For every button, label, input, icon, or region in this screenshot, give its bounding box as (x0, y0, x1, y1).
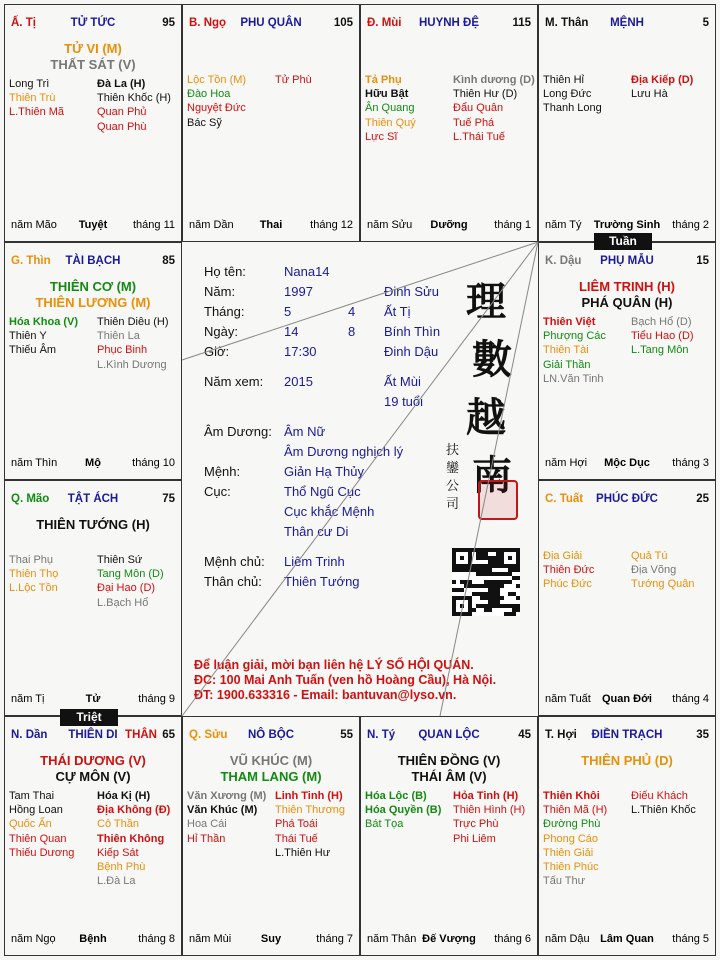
year-label: năm Dậu (545, 933, 590, 945)
palace-name: PHỤ MẪU (600, 255, 654, 267)
minor-star: Bát Tọa (365, 818, 404, 831)
minor-star: L.Bạch Hổ (97, 596, 149, 609)
minor-star: Phượng Các (543, 330, 606, 343)
main-star: TỬ VI (M) (64, 41, 122, 56)
minor-star: Bệnh Phù (97, 861, 146, 874)
life-stage: Dưỡng (430, 219, 468, 231)
info-label: Thân chủ: (204, 574, 262, 589)
minor-star: Tả Phụ (365, 74, 402, 86)
minor-star: Thiên Sứ (97, 554, 143, 566)
minor-star: Bạch Hổ (D) (631, 316, 692, 328)
minor-star: Thai Phụ (9, 554, 54, 566)
info-canchi: Bính Thìn (384, 324, 441, 339)
minor-star: Long Trì (9, 78, 50, 90)
main-star: THIÊN PHỦ (D) (581, 753, 673, 768)
palace-can-chi: N. Dần (11, 729, 48, 741)
month-label: tháng 7 (316, 933, 353, 945)
minor-star: Thiên Tài (543, 344, 589, 357)
minor-star: Thiên Hư (D) (453, 88, 518, 101)
than-marker: THÂN (125, 729, 157, 741)
info-canchi: Đinh Sửu (384, 284, 439, 299)
minor-star: Thiên Giải (543, 846, 594, 859)
life-stage: Thai (259, 219, 283, 231)
minor-star: Trực Phù (453, 818, 499, 831)
info-canchi: Ất Tị (384, 304, 411, 319)
contact-line: ĐT: 1900.633316 - Email: bantuvan@lyso.vn. (194, 688, 457, 702)
main-star: THIÊN ĐỒNG (V) (397, 753, 501, 768)
palace-can-chi: C. Tuất (545, 493, 584, 505)
palace-name: NÔ BỘC (248, 729, 294, 741)
info-lunar: 8 (348, 324, 356, 339)
life-stage: Lâm Quan (600, 933, 654, 945)
minor-star: Lực Sĩ (365, 130, 398, 143)
minor-star: Thiên Trù (9, 92, 56, 105)
info-label: Cục: (204, 484, 231, 499)
minor-star: Thiên Khốc (H) (97, 92, 171, 105)
info-value: Thổ Ngũ Cục (284, 484, 361, 499)
minor-star: Phi Liêm (453, 832, 496, 845)
palace-name: TÀI BẠCH (65, 255, 121, 267)
minor-star: L.Lộc Tồn (9, 582, 58, 595)
minor-star: Thiên Phúc (543, 861, 599, 874)
minor-star: Đà La (H) (97, 78, 146, 90)
minor-star: Hóa Quyền (B) (365, 804, 442, 817)
life-stage: Mộ (85, 457, 101, 469)
minor-star: Tam Thai (9, 790, 55, 802)
main-star: CỰ MÔN (V) (55, 769, 131, 784)
main-star: THIÊN CƠ (M) (49, 279, 137, 294)
info-value: Giản Hạ Thủy (284, 464, 364, 479)
info-value: Cục khắc Mệnh (284, 504, 375, 519)
calligraphy-char: 數 (472, 336, 512, 383)
minor-star: Thiên Hỉ (543, 74, 584, 86)
palace-number: 35 (696, 729, 709, 741)
month-label: tháng 1 (494, 219, 531, 231)
minor-star: Hoa Cái (187, 818, 227, 831)
info-label: Giờ: (204, 344, 230, 359)
palace-number: 85 (162, 255, 175, 267)
palace-name: TẬT ÁCH (67, 493, 119, 505)
minor-star: Thái Tuế (275, 832, 318, 845)
info-label: Họ tên: (204, 264, 246, 279)
palace-can-chi: G. Thìn (11, 255, 51, 267)
info-value: 2015 (284, 374, 313, 389)
year-label: năm Hợi (545, 457, 588, 469)
main-star: THIÊN TƯỚNG (H) (36, 517, 150, 532)
palace-number: 95 (162, 17, 175, 29)
minor-star: Thiên Y (9, 330, 47, 343)
minor-star: Địa Võng (631, 564, 677, 577)
palace-name: PHÚC ĐỨC (596, 493, 658, 505)
minor-star: L.Tang Môn (631, 344, 689, 357)
minor-star: Long Đức (543, 88, 592, 101)
info-canchi: Đinh Dậu (384, 344, 439, 359)
info-value: Nana14 (284, 264, 330, 279)
palace-name: ĐIỀN TRẠCH (591, 729, 663, 741)
palace-number: 45 (518, 729, 531, 741)
palace-can-chi: T. Hợi (545, 729, 577, 741)
minor-star: Tấu Thư (543, 875, 586, 888)
minor-star: Tuế Phá (453, 116, 495, 129)
calligraphy-char: 南 (472, 452, 512, 499)
minor-star: Đại Hao (D) (97, 582, 156, 595)
minor-star: Hóa Khoa (V) (9, 316, 79, 328)
main-star: THÁI DƯƠNG (V) (40, 753, 146, 768)
minor-star: Hỏa Tinh (H) (453, 790, 519, 802)
year-label: năm Thân (367, 933, 417, 945)
life-stage: Trường Sinh (593, 219, 661, 231)
calligraphy-char: 理 (466, 278, 506, 325)
palace-number: 105 (333, 17, 353, 29)
main-star: PHÁ QUÂN (H) (581, 295, 673, 310)
life-stage: Quan Đới (602, 693, 652, 705)
minor-star: Hóa Lộc (B) (365, 790, 427, 802)
minor-star: Hữu Bật (365, 88, 409, 101)
minor-star: Hóa Kị (H) (97, 790, 151, 802)
minor-star: L.Thiên Khốc (631, 804, 696, 817)
info-value: Âm Nữ (284, 424, 326, 439)
palace-can-chi: Ấ. Tị (11, 17, 36, 29)
palace-number: 15 (696, 255, 709, 267)
minor-star: L.Thái Tuế (453, 130, 505, 143)
minor-star: Thiên Hình (H) (453, 804, 526, 817)
month-label: tháng 11 (132, 219, 175, 231)
info-value: 1997 (284, 284, 313, 299)
minor-star: Thiên Thọ (9, 568, 59, 581)
life-stage: Đế Vượng (422, 933, 476, 945)
info-value: 5 (284, 304, 292, 319)
month-label: tháng 12 (310, 219, 353, 231)
minor-star: Phục Binh (97, 344, 148, 357)
minor-star: Thiên Đức (543, 564, 595, 577)
minor-star: Giải Thần (543, 358, 591, 371)
life-stage: Mộc Dục (604, 457, 650, 469)
main-star: THẤT SÁT (V) (50, 57, 136, 72)
life-stage: Tuyệt (78, 219, 108, 231)
month-label: tháng 3 (672, 457, 709, 469)
month-label: tháng 8 (138, 933, 175, 945)
info-lunar: 4 (348, 304, 356, 319)
main-star: THAM LANG (M) (220, 769, 322, 784)
palace-number: 115 (512, 17, 531, 29)
year-label: năm Mùi (189, 933, 232, 945)
minor-star: Bác Sỹ (187, 116, 222, 129)
minor-star: Kình dương (D) (453, 74, 535, 86)
palace-name: MỆNH (610, 17, 644, 29)
company-text: 扶 鑾 公 司 (446, 443, 460, 512)
minor-star: Văn Xương (M) (187, 790, 267, 802)
palace-name: TỬ TỨC (70, 17, 116, 29)
year-label: năm Sửu (367, 219, 413, 231)
minor-star: Hồng Loan (9, 804, 63, 817)
palace-number: 65 (162, 729, 175, 741)
minor-star: Phúc Đức (543, 578, 592, 591)
minor-star: Đường Phù (543, 818, 601, 831)
month-label: tháng 5 (672, 933, 709, 945)
palace-name: THIÊN DI (68, 729, 118, 741)
year-label: năm Tý (545, 219, 582, 231)
palace-name: PHU QUÂN (240, 17, 302, 29)
year-label: năm Dần (189, 219, 234, 231)
life-stage: Suy (260, 933, 282, 945)
contact-line: ĐC: 100 Mai Anh Tuấn (ven hồ Hoàng Cầu), Hà Nội. (194, 673, 497, 687)
minor-star: Thiên Diêu (H) (97, 316, 169, 328)
minor-star: Đẩu Quân (453, 102, 504, 115)
month-label: tháng 4 (672, 693, 709, 705)
minor-star: Nguyệt Đức (187, 102, 246, 115)
palace-number: 75 (162, 493, 175, 505)
minor-star: Thiên La (97, 330, 140, 343)
minor-star: Tướng Quân (631, 578, 695, 591)
info-value: Thiên Tướng (284, 574, 360, 589)
minor-star: Thiên Việt (543, 316, 596, 328)
info-label: Ngày: (204, 324, 238, 339)
info-label: Mệnh: (204, 464, 241, 479)
minor-star: Thiên Quan (9, 832, 67, 845)
palace-number: 25 (696, 493, 709, 505)
info-value: 14 (284, 324, 299, 339)
info-value: 17:30 (284, 344, 317, 359)
palace-can-chi: Đ. Mùi (367, 17, 402, 29)
minor-star: Địa Kiếp (D) (631, 74, 694, 86)
palace-name: HUYNH ĐỆ (418, 17, 480, 29)
minor-star: L.Thiên Hư (275, 846, 331, 859)
info-label: Năm: (204, 284, 236, 299)
minor-star: Phong Cáo (543, 832, 599, 845)
minor-star: Cô Thần (97, 818, 139, 831)
minor-star: Ân Quang (365, 102, 415, 115)
palace-can-chi: M. Thân (545, 17, 589, 29)
minor-star: Địa Giải (543, 550, 583, 562)
palace-name: QUAN LỘC (418, 729, 480, 741)
info-label: Tháng: (204, 304, 245, 319)
info-label: Mệnh chủ: (204, 554, 265, 569)
minor-star: Quốc Ấn (9, 818, 52, 831)
minor-star: Đào Hoa (187, 88, 231, 101)
info-canchi: Ất Mùi (384, 374, 421, 389)
minor-star: Thiên Khôi (543, 790, 600, 802)
contact-line: Để luận giải, mời bạn liên hệ LÝ SỐ HỘI QUÁN. (194, 658, 474, 672)
month-label: tháng 2 (672, 219, 709, 231)
minor-star: Thiên Thương (275, 804, 346, 817)
year-label: năm Thìn (11, 457, 58, 469)
minor-star: Quan Phủ (97, 106, 147, 119)
info-value: Âm Dương nghịch lý (284, 444, 404, 459)
tuan-tag: Tuần (594, 233, 652, 250)
life-stage: Bệnh (79, 933, 107, 945)
palace-can-chi: N. Tý (367, 729, 396, 741)
minor-star: L.Đà La (97, 875, 136, 888)
info-label: Năm xem: (204, 374, 264, 389)
minor-star: Lộc Tồn (M) (187, 74, 247, 86)
minor-star: L.Kình Dương (97, 358, 167, 371)
info-canchi: 19 tuổi (384, 394, 424, 409)
minor-star: Thanh Long (543, 102, 602, 115)
calligraphy-char: 越 (466, 394, 506, 441)
minor-star: Thiên Quý (365, 116, 416, 129)
palace-number: 5 (702, 17, 709, 29)
minor-star: Tiểu Hao (D) (631, 330, 694, 343)
minor-star: Điếu Khách (631, 790, 688, 802)
info-label: Âm Dương: (204, 424, 272, 439)
year-label: năm Tị (11, 693, 45, 705)
palace-can-chi: Q. Mão (11, 493, 50, 505)
minor-star: Văn Khúc (M) (187, 804, 258, 817)
year-label: năm Mão (11, 219, 57, 231)
main-star: VŨ KHÚC (M) (229, 753, 313, 768)
main-star: LIÊM TRINH (H) (578, 279, 676, 294)
minor-star: Linh Tinh (H) (275, 790, 343, 802)
minor-star: Thiếu Dương (9, 846, 75, 859)
year-label: năm Tuất (545, 693, 591, 705)
minor-star: Quả Tú (631, 550, 668, 562)
year-label: năm Ngọ (11, 933, 56, 945)
palace-can-chi: Q. Sửu (189, 729, 228, 741)
life-stage: Tử (85, 693, 101, 705)
palace-number: 55 (340, 729, 353, 741)
minor-star: Thiên Không (97, 832, 165, 845)
info-value: Liêm Trinh (284, 554, 345, 569)
month-label: tháng 6 (494, 933, 531, 945)
minor-star: Thiếu Âm (9, 344, 57, 357)
palace-can-chi: B. Ngọ (189, 17, 227, 29)
triet-tag: Triệt (60, 709, 118, 726)
main-star: THIÊN LƯƠNG (M) (35, 295, 151, 310)
month-label: tháng 9 (138, 693, 175, 705)
minor-star: Lưu Hà (631, 88, 668, 101)
minor-star: LN.Văn Tinh (543, 372, 604, 385)
minor-star: Thiên Mã (H) (543, 804, 608, 817)
info-value: Thân cư Di (284, 524, 349, 539)
minor-star: Địa Không (Đ) (97, 804, 171, 817)
month-label: tháng 10 (132, 457, 175, 469)
minor-star: Phá Toái (275, 818, 318, 831)
minor-star: L.Thiên Mã (9, 106, 65, 119)
minor-star: Tang Môn (D) (97, 568, 164, 581)
minor-star: Kiếp Sát (97, 846, 139, 859)
minor-star: Quan Phù (97, 120, 147, 133)
main-star: THÁI ÂM (V) (411, 769, 487, 784)
palace-can-chi: K. Dậu (545, 255, 582, 267)
minor-star: Hỉ Thần (187, 832, 226, 845)
minor-star: Tử Phù (275, 74, 312, 86)
